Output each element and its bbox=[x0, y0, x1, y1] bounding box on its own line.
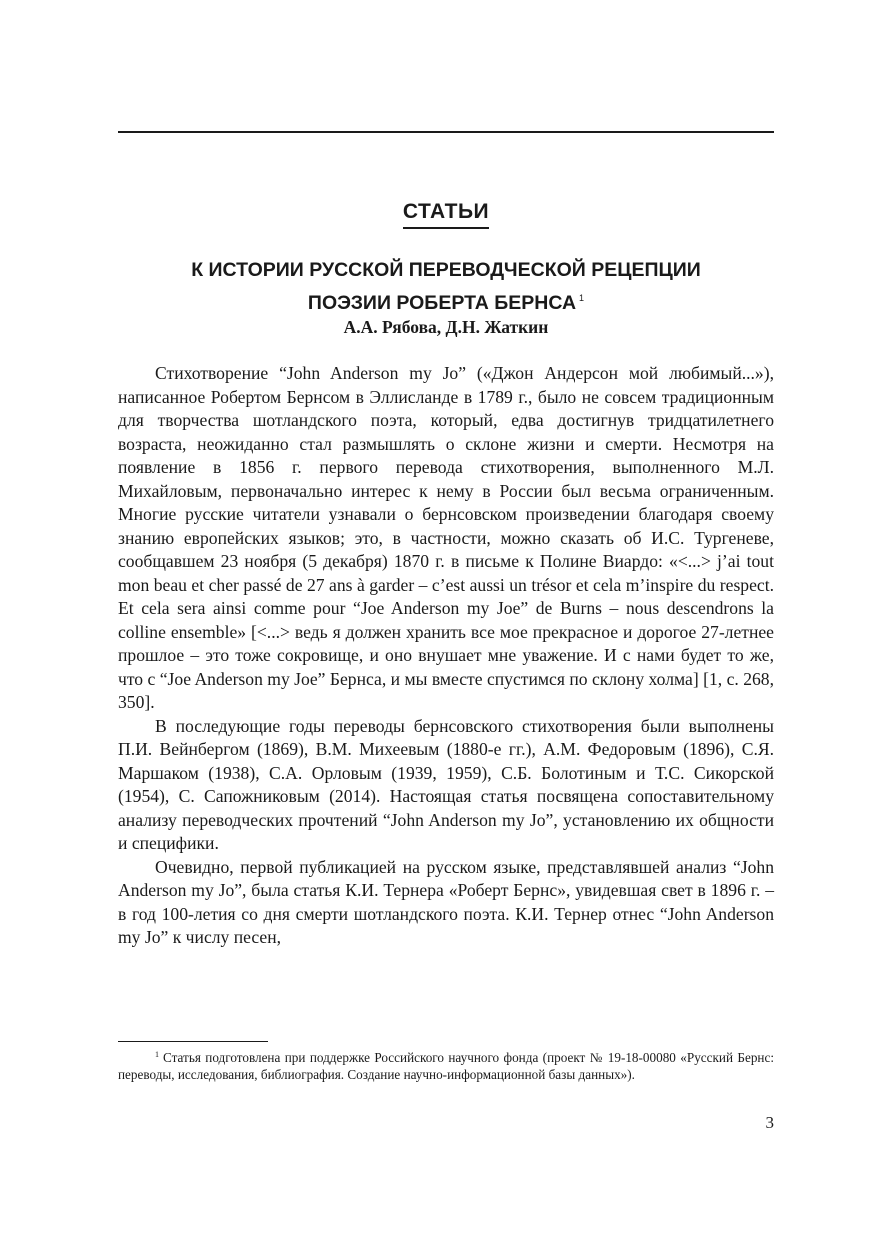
header-rule bbox=[118, 131, 774, 133]
footnote-divider bbox=[118, 1041, 268, 1042]
article-authors: А.А. Рябова, Д.Н. Жаткин bbox=[343, 317, 549, 337]
article-title-line-2 bbox=[118, 284, 774, 317]
article-body bbox=[118, 362, 774, 950]
page-number: 3 bbox=[765, 1113, 774, 1132]
body-paragraph-1: Стихотворение “John Anderson my Jo” («Джон Андерсон мой любимый...»), написанное Робертом Бернсом в Эллисланде в 1789 г., было не совсем традиционным для творчества шотландского поэта, который, едва достигнув тридцатилетнего возраста, неожиданно стал размышлять о склоне жизни и смерти. Несмотря на появление в 1856 г. первого перевода стихотворения, выполненного М.Л. Михайловым, первоначально интерес к нему в России был весьма ограниченным. Многие русские читатели узнавали о бернсовском произведении благодаря своему знанию европейских языков; это, в частности, можно сказать об И.С. Тургеневе, сообщавшем 23 ноября (5 декабря) 1870 г. в письме к Полине Виардо: «<...> j’ai tout mon beau et cher passé de 27 ans à garder – c’est aussi un trésor et cela m’inspire du respect. Et cela sera ainsi comme pour “Joe Anderson my Joe” de Burns – nous descendrons la colline ensemble» [<...> ведь я должен хранить все мое прекрасное и дорогое 27-летнее прошлое – это тоже сокровище, и оно внушает мне уважение. И с нами будет то же, что с “Joe Anderson my Joe” Бернса, и мы вместе спустимся по склону холма] [1, с. 268, 350]. bbox=[118, 363, 774, 712]
footnote bbox=[118, 1047, 774, 1083]
title-footnote-mark[interactable]: 1 bbox=[579, 293, 585, 303]
footnote-text: Статья подготовлена при поддержке Российского научного фонда (проект № 19-18-00080 «Русский Бернс: переводы, исследования, библиография. Создание научно-информационной базы данных»). bbox=[118, 1050, 774, 1082]
article-title bbox=[118, 256, 774, 317]
section-title: СТАТЬИ bbox=[403, 200, 489, 229]
section-heading bbox=[118, 200, 774, 229]
article-title-line-2-text: ПОЭЗИИ РОБЕРТА БЕРНСА bbox=[307, 292, 577, 314]
body-paragraph-3: Очевидно, первой публикацией на русском языке, представлявшей анализ “John Anderson my Jo”, была статья К.И. Тернера «Роберт Бернс», увидевшая свет в 1896 г. – в год 100-летия со дня смерти шотландского поэта. К.И. Тернер отнес “John Anderson my Jo” к числу песен, bbox=[118, 856, 774, 947]
body-paragraph-2: В последующие годы переводы бернсовского стихотворения были выполнены П.И. Вейнбергом (1869), В.М. Михеевым (1880-е гг.), А.М. Федоровым (1896), С.Я. Маршаком (1938), С.А. Орловым (1939, 1959), С.Б. Болотиным и Т.С. Сикорской (1954), С. Сапожниковым (2014). Настоящая статья посвящена сопоставительному анализу переводческих прочтений “John Anderson my Jo”, установлению их общности и специфики. bbox=[118, 715, 774, 853]
article-title-line-1: К ИСТОРИИ РУССКОЙ ПЕРЕВОДЧЕСКОЙ РЕЦЕПЦИИ bbox=[191, 259, 701, 281]
footnote-mark: 1 bbox=[155, 1050, 159, 1059]
